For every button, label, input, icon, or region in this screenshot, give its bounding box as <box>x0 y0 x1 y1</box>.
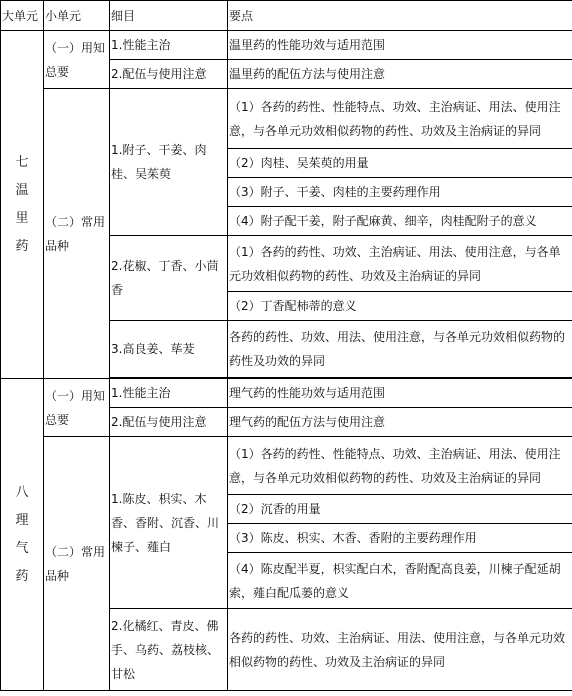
detail-cell: 1.性能主治 <box>110 379 228 408</box>
header-minor-unit: 小单元 <box>44 1 110 31</box>
point-cell: 各药的药性、功效、用法、使用注意，与各单元功效相似药物的药性及功效的异同 <box>228 321 572 378</box>
unit8-char: 理 <box>15 512 29 528</box>
table-row <box>1 89 572 149</box>
header-detail: 细目 <box>110 1 228 31</box>
point-cell: （1）各药的药性、性能特点、功效、主治病证、用法、使用注意，与各单元功效相似药物的药性、功效及主治病证的异同 <box>228 437 572 495</box>
point-cell: 理气药的配伍方法与使用注意 <box>228 408 572 437</box>
unit8-sub2-label: （二）常用品种 <box>44 437 110 691</box>
unit7-sub2-label: （二）常用品种 <box>44 89 110 379</box>
detail-cell: 1.性能主治 <box>110 31 228 60</box>
detail-cell: 1.附子、干姜、肉桂、吴茱萸 <box>110 89 228 236</box>
header-key-points: 要点 <box>228 1 572 31</box>
detail-cell: 2.配伍与使用注意 <box>110 60 228 89</box>
detail-cell: 2.配伍与使用注意 <box>110 408 228 437</box>
unit7-char: 温 <box>15 182 29 198</box>
point-cell: （4）陈皮配半夏，枳实配白术，香附配高良姜，川楝子配延胡索，薤白配瓜蒌的意义 <box>228 553 572 609</box>
detail-cell: 3.高良姜、荜茇 <box>110 321 228 378</box>
unit8-label <box>1 379 44 691</box>
point-cell: （2）肉桂、吴茱萸的用量 <box>228 149 572 178</box>
point-cell: （1）各药的药性、性能特点、功效、主治病证、用法、使用注意，与各单元功效相似药物的药性、功效及主治病证的异同 <box>228 89 572 149</box>
table-row <box>1 31 572 60</box>
unit8-char: 药 <box>15 568 29 584</box>
table-row <box>1 437 572 495</box>
unit7-char: 里 <box>15 210 29 226</box>
table-row <box>1 379 572 408</box>
point-cell: （4）附子配干姜，附子配麻黄、细辛，肉桂配附子的意义 <box>228 207 572 236</box>
unit8-char: 气 <box>15 540 29 556</box>
point-cell: （2）丁香配柿蒂的意义 <box>228 292 572 321</box>
unit7-char: 七 <box>15 154 29 170</box>
point-cell: （1）各药的药性、功效、主治病证、用法、使用注意，与各单元功效相似药物的药性、功效及主治病证的异同 <box>228 236 572 292</box>
point-cell: 温里药的性能功效与适用范围 <box>228 31 572 60</box>
point-cell: （2）沉香的用量 <box>228 495 572 524</box>
detail-cell: 2.化橘红、青皮、佛手、乌药、荔枝核、甘松 <box>110 609 228 691</box>
point-cell: 温里药的配伍方法与使用注意 <box>228 60 572 89</box>
unit8-char: 八 <box>15 484 29 500</box>
unit7-label <box>1 31 44 379</box>
detail-cell: 1.陈皮、枳实、木香、香附、沉香、川楝子、薤白 <box>110 437 228 609</box>
point-cell: 理气药的性能功效与适用范围 <box>228 379 572 408</box>
point-cell: （3）陈皮、枳实、木香、香附的主要药理作用 <box>228 524 572 553</box>
unit7-sub1-label: （一）用知总要 <box>44 31 110 89</box>
point-cell: 各药的药性、功效、主治病证、用法、使用注意，与各单元功效相似药物的药性、功效及主治病证的异同 <box>228 609 572 691</box>
header-major-unit: 大单元 <box>1 1 44 31</box>
unit7-char: 药 <box>15 238 29 254</box>
detail-cell: 2.花椒、丁香、小茴香 <box>110 236 228 321</box>
point-cell: （3）附子、干姜、肉桂的主要药理作用 <box>228 178 572 207</box>
header-row <box>1 1 572 31</box>
unit8-sub1-label: （一）用知总要 <box>44 379 110 437</box>
